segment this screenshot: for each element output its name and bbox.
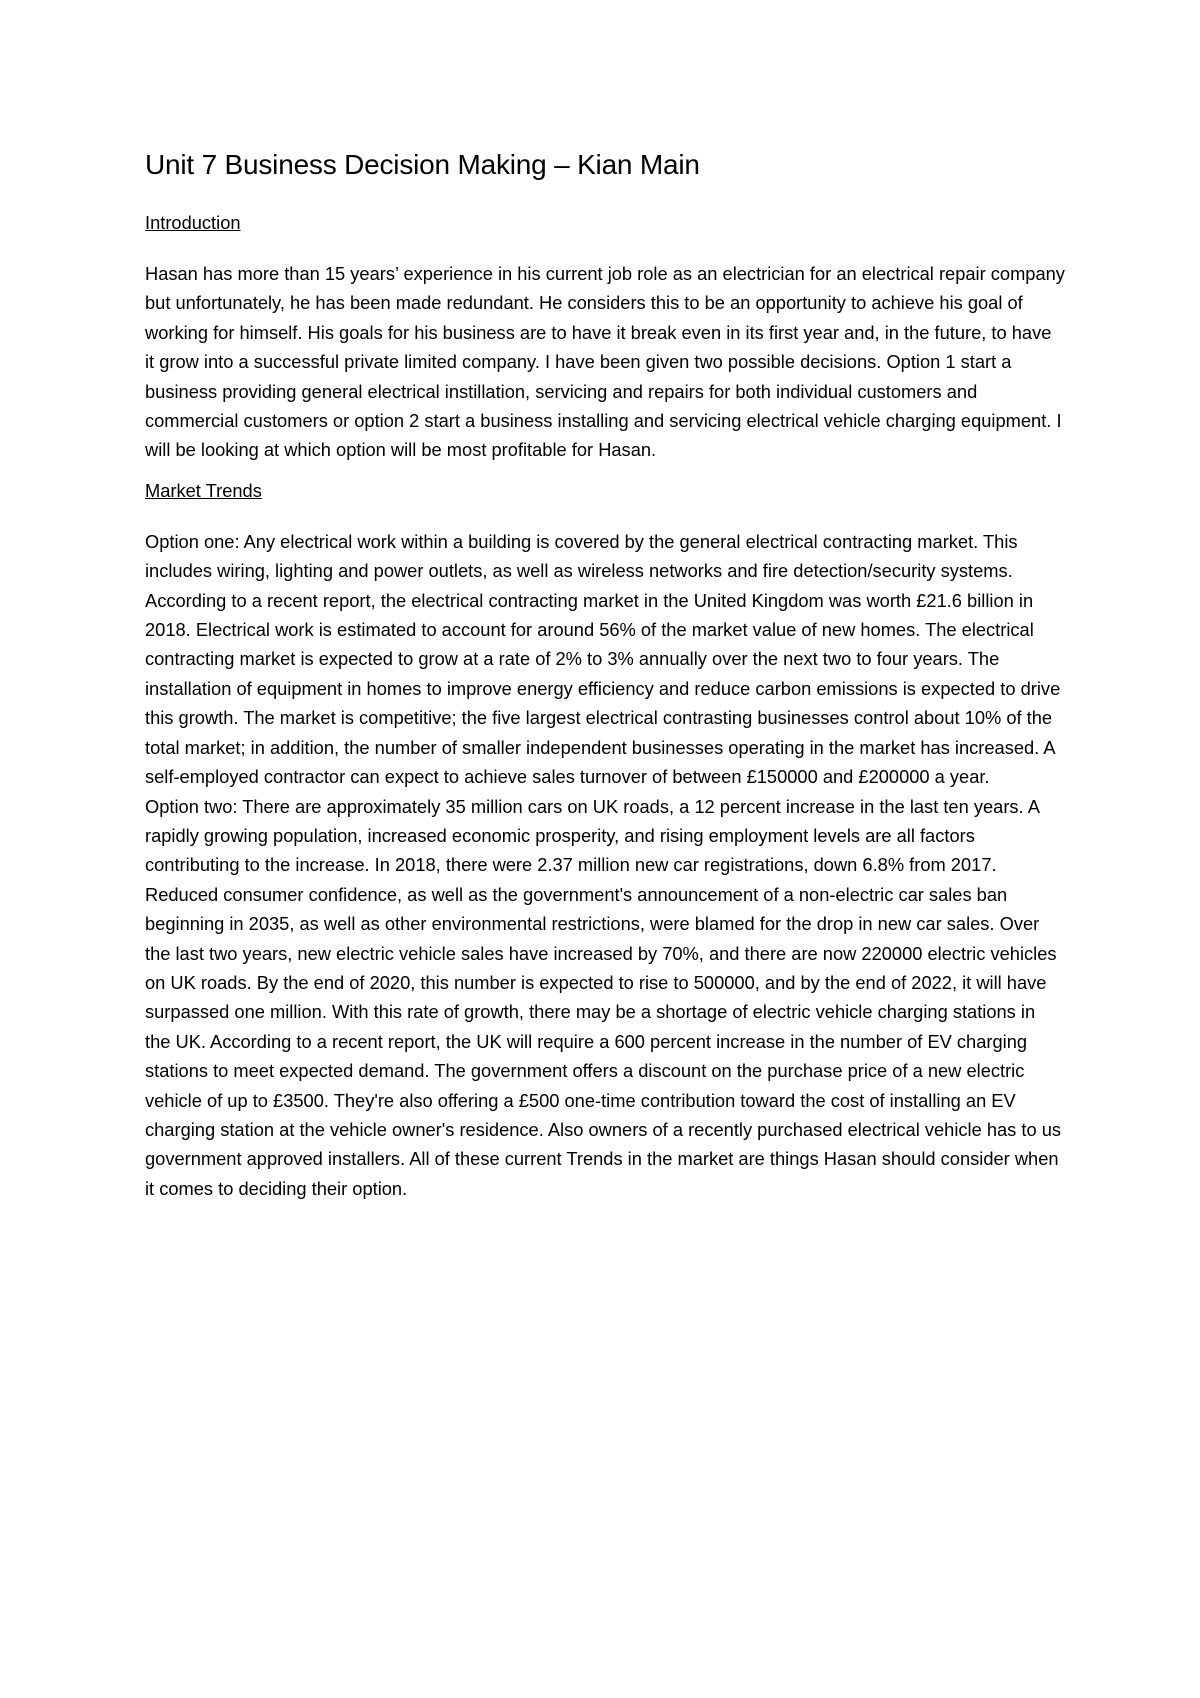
option-one-paragraph: [145, 527, 1065, 792]
option-two-paragraph: [145, 792, 1065, 1204]
option-two-label: Option two:: [145, 795, 238, 817]
option-two-text: There are approximately 35 million cars on UK roads, a 12 percent increase in the last ten years. A rapidly growing population, increased economic prosperity, and rising employment levels are all factors contributing to the increase. In 2018, there were 2.37 million new car registrations, down 6.8% from 2017. Reduced consumer confidence, as well as the government's announcement of a non-electric car sales ban beginning in 2035, as well as other environmental restrictions, were blamed for the drop in new car sales. Over the last two years, new electric vehicle sales have increased by 70%, and there are now 220000 electric vehicles on UK roads. By the end of 2020, this number is expected to rise to 500000, and by the end of 2022, it will have surpassed one million. With this rate of growth, there may be a shortage of electric vehicle charging stations in the UK. According to a recent report, the UK will require a 600 percent increase in the number of EV charging stations to meet expected demand. The government offers a discount on the purchase price of a new electric vehicle of up to £3500. They're also offering a £500 one-time contribution toward the cost of installing an EV charging station at the vehicle owner's residence. Also owners of a recently purchased electrical vehicle has to us government approved installers. All of these current Trends in the market are things Hasan should consider when it comes to deciding their option.: [145, 795, 1062, 1199]
market-trends-heading: Market Trends: [145, 479, 262, 501]
option-one-label: Option one:: [145, 530, 240, 552]
introduction-paragraph: Hasan has more than 15 years’ experience in his current job role as an electrician for an electrical repair company but unfortunately, he has been made redundant. He considers this to be an opportunity to achieve his goal of working for himself. His goals for his business are to have it break even in its first year and, in the future, to have it grow into a successful private limited company. I have been given two possible decisions. Option 1 start a business providing general electrical instillation, servicing and repairs for both individual customers and commercial customers or option 2 start a business installing and servicing electrical vehicle charging equipment. I will be looking at which option will be most profitable for Hasan.: [145, 263, 1065, 461]
option-one-text: Any electrical work within a building is covered by the general electrical contracting market. This includes wiring, lighting and power outlets, as well as wireless networks and fire detection/security systems. According to a recent report, the electrical contracting market in the United Kingdom was worth £21.6 billion in 2018. Electrical work is estimated to account for around 56% of the market value of new homes. The electrical contracting market is expected to grow at a rate of 2% to 3% annually over the next two to four years. The installation of equipment in homes to improve energy efficiency and reduce carbon emissions is expected to drive this growth. The market is competitive; the five largest electrical contrasting businesses control about 10% of the total market; in addition, the number of smaller independent businesses operating in the market has increased. A self-employed contractor can expect to achieve sales turnover of between £150000 and £200000 a year.: [145, 530, 1061, 788]
document-title: Unit 7 Business Decision Making – Kian Main: [145, 149, 700, 180]
introduction-heading: Introduction: [145, 212, 241, 233]
document-page: [145, 145, 1065, 1203]
